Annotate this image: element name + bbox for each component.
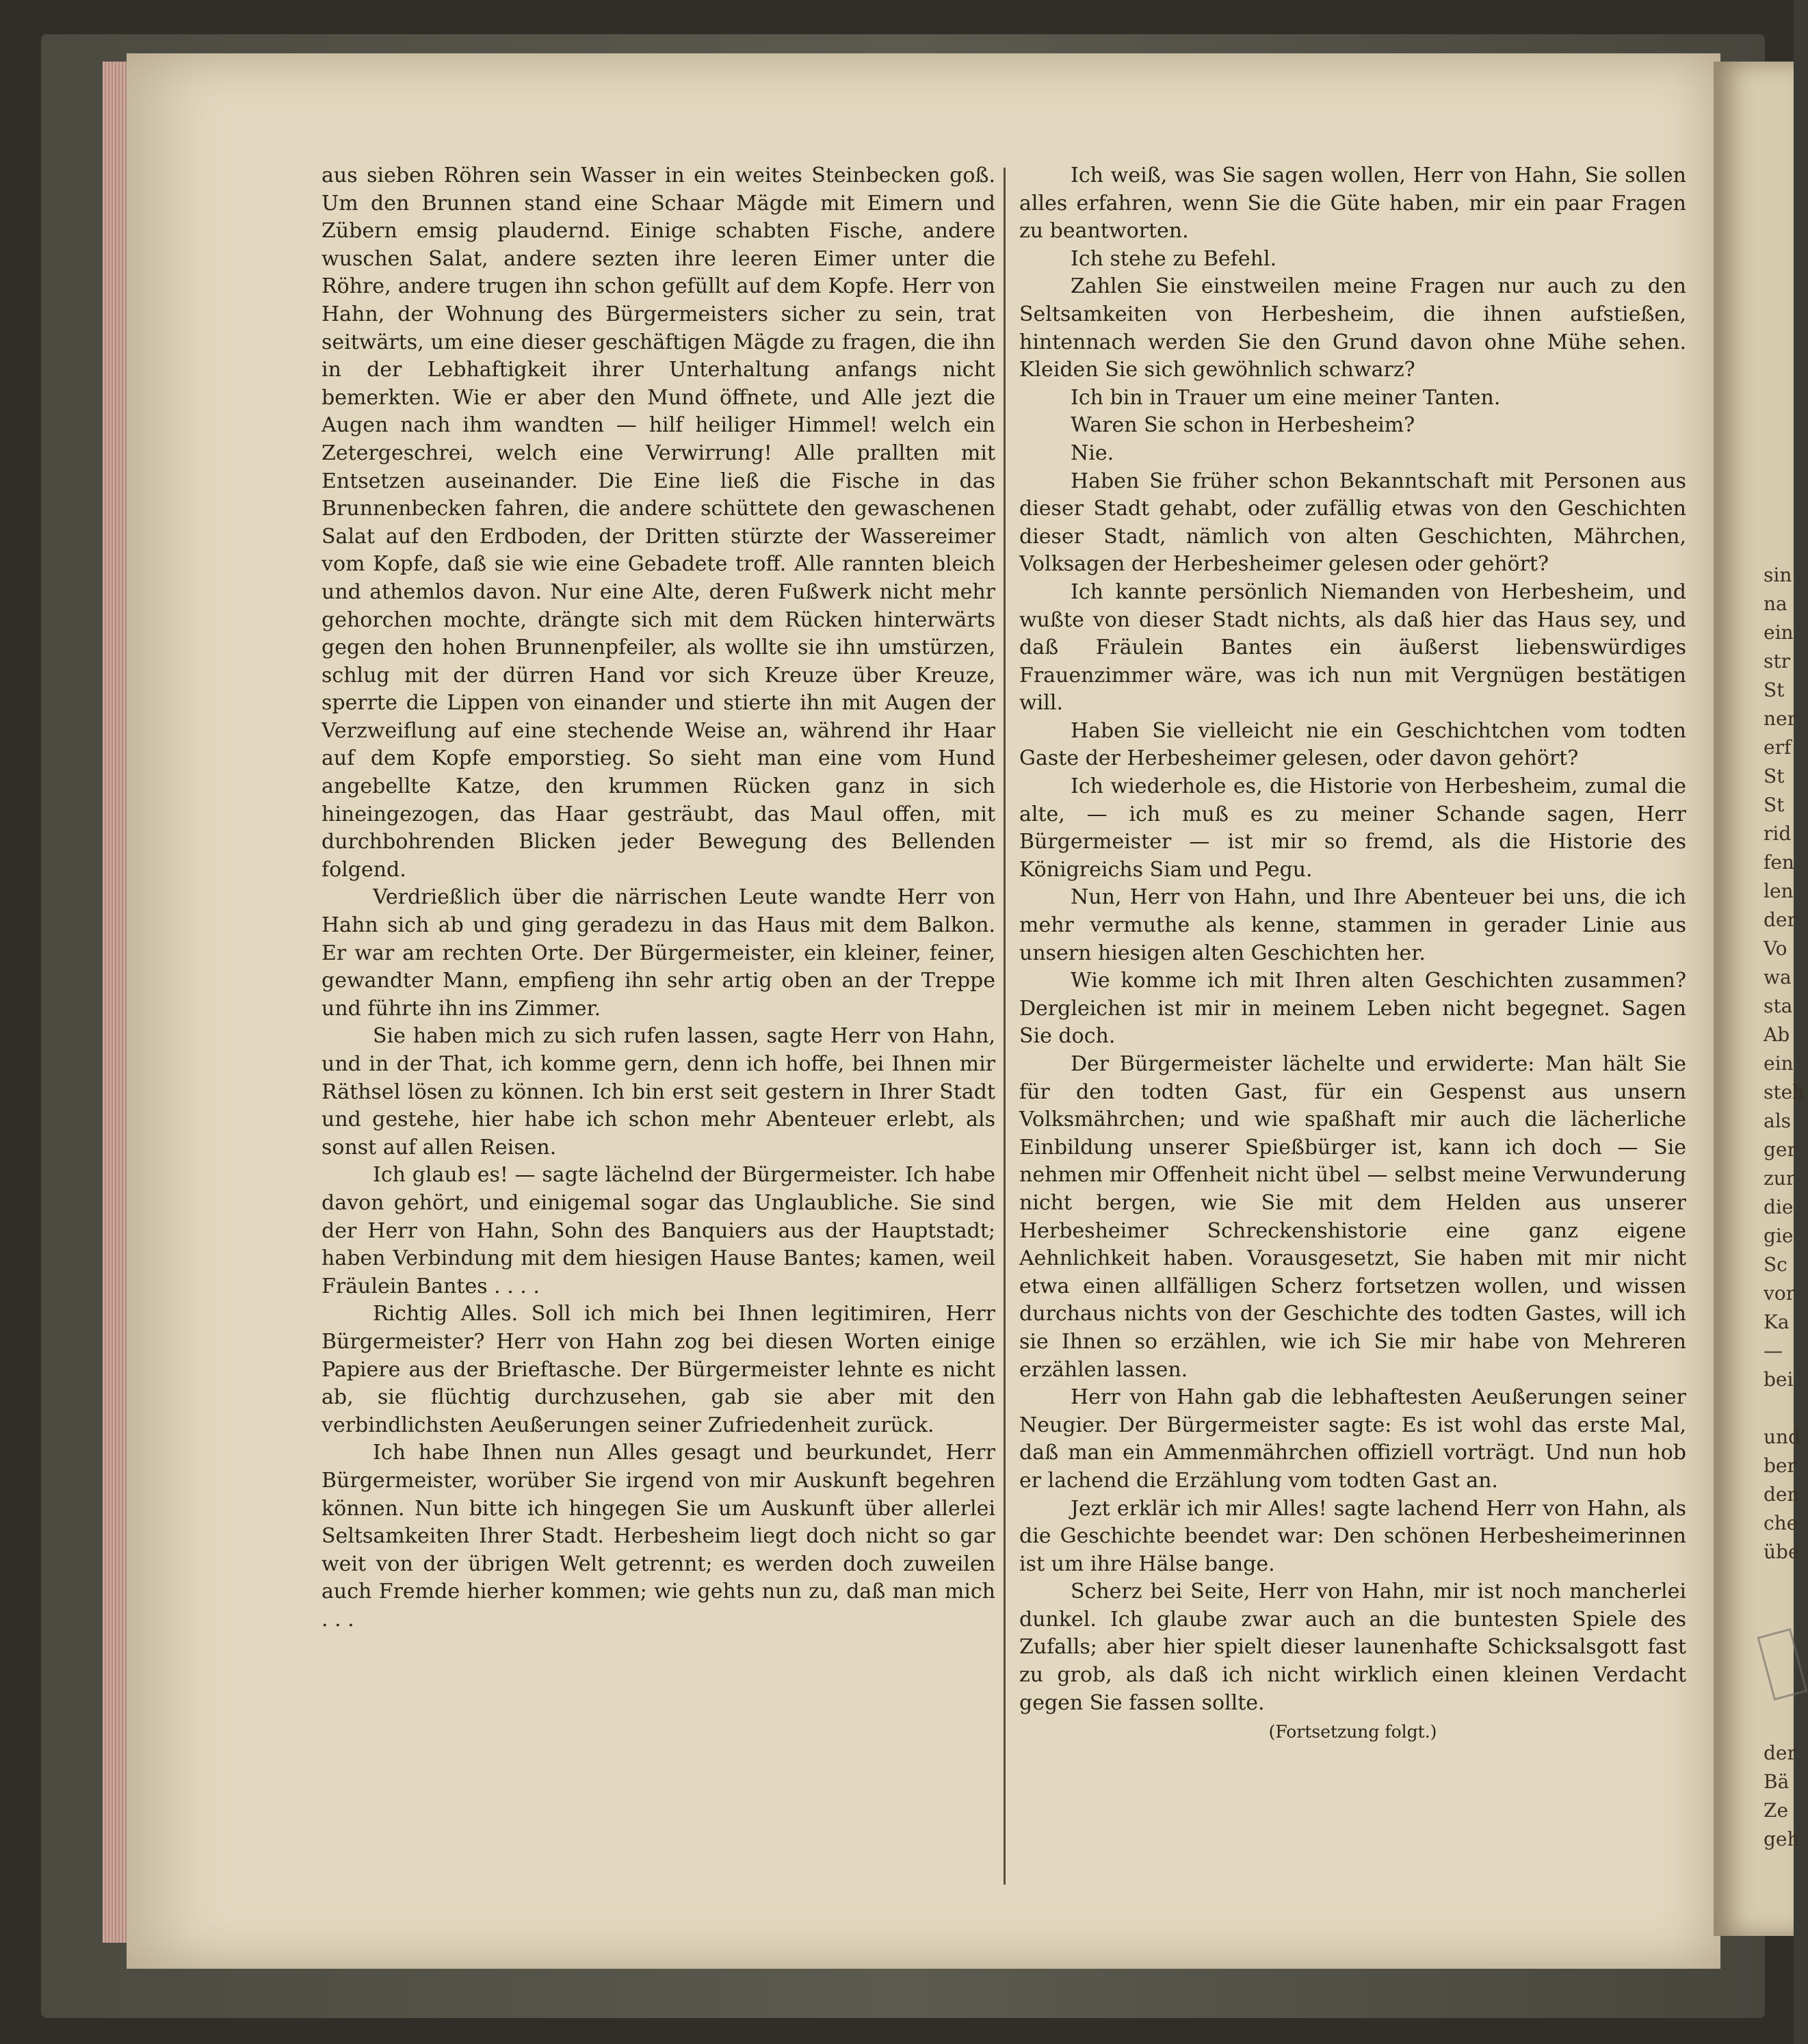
page-block-edge [103, 62, 130, 1943]
paragraph: Ich bin in Trauer um eine meiner Tanten. [1071, 385, 1501, 410]
column-divider [1004, 168, 1006, 1885]
adjacent-page-fragment: ger [1764, 1138, 1796, 1161]
adjacent-page-fragment: sin [1764, 564, 1792, 586]
adjacent-page-fragment: die [1764, 1196, 1794, 1218]
paragraph: Ich weiß, was Sie sagen wollen, Herr von Hahn, Sie sollen alles erfahren, wenn Sie die Güte haben, mir ein paar Fragen zu beantworten. [1019, 163, 1686, 244]
paragraph: Ich stehe zu Befehl. [1071, 246, 1277, 271]
adjacent-page-fragment: steh [1764, 1081, 1805, 1103]
paragraph: Sie haben mich zu sich rufen lassen, sagte Herr von Hahn, und in der That, ich komme gern, denn ich hoffe, bei Ihnen mir Räthsel lösen zu können. Ich bin erst seit gestern in Ihrer Stadt und gestehe, hier habe ich schon mehr Abenteuer erlebt, als sonst auf allen Reisen. [322, 1024, 995, 1159]
paragraph: Scherz bei Seite, Herr von Hahn, mir ist noch mancherlei dunkel. Ich glaube zwar auch an die buntesten Spiele des Zufalls; aber hier spielt dieser launenhafte Schicksalsgott fast zu grob, als daß ich nicht wirklich einen kleinen Verdacht gegen Sie fassen sollte. [1019, 1580, 1686, 1715]
adjacent-page-fragment: als [1764, 1110, 1792, 1132]
paragraph: Haben Sie vielleicht nie ein Geschichtchen vom todten Gaste der Herbesheimer gelesen, oder davon gehört? [1019, 718, 1686, 771]
adjacent-page-fragment: Vo [1764, 937, 1787, 960]
paragraph: Ich glaub es! — sagte lächelnd der Bürgermeister. Ich habe davon gehört, und einigemal sogar das Unglaubliche. Sie sind der Herr von Hahn, Sohn des Banquiers aus der Hauptstadt; haben Verbindung mit dem hiesigen Hause Bantes; kamen, weil Fräulein Bantes . . . . [322, 1163, 995, 1298]
adjacent-page-fragment: wa [1764, 966, 1792, 988]
adjacent-page-fragment: fen [1764, 851, 1794, 874]
paragraph: aus sieben Röhren sein Wasser in ein weites Steinbecken goß. Um den Brunnen stand eine Schaar Mägde mit Eimern und Zübern emsig plaudernd. Einige schabten Fische, andere wuschen Salat, andere sezten ihre leeren Eimer unter die Röhre, andere trugen ihn schon gefüllt auf dem Kopfe. Herr von Hahn, der Wohnung des Bürgermeisters sicher zu sein, trat seitwärts, um eine dieser geschäftigen Mägde zu fragen, die ihn in der Lebhaftigkeit ihrer Unterhaltung anfangs nicht bemerkten. Wie er aber den Mund öffnete, und Alle jezt die Augen nach ihm wandten — hilf heiliger Himmel! welch ein Zetergeschrei, welch eine Verwirrung! Alle prallten mit Entsetzen auseinander. Die Eine ließ die Fische in das Brunnenbecken fahren, die andere schüttete den gewaschenen Salat auf den Erdboden, der Dritten stürzte der Wassereimer vom Kopfe, daß sie wie eine Gebadete troff. Alle rannten bleich und athemlos davon. Nur eine Alte, deren Fußwerk nicht mehr gehorchen mochte, drängte sich mit dem Rücken hinterwärts gegen den hohen Brunnenpfeiler, als wollte sie ihn umstürzen, schlug mit der dürren Hand vor sich Kreuze über Kreuze, sperrte die Lippen von einander und stierte ihn mit Augen der Verzweiflung auf eine stechende Weise an, während ihr Haar auf dem Kopfe emporstieg. So sieht man eine vom Hund angebellte Katze, den krummen Rücken ganz in sich hineingezogen, das Haar gesträubt, das Maul offen, mit durchbohrenden Blicken jeder Bewegung des Bellenden folgend. [322, 163, 995, 882]
adjacent-page-fragment: übe [1764, 1541, 1800, 1563]
paragraph: Nie. [1071, 441, 1114, 465]
paragraph: Der Bürgermeister lächelte und erwiderte: Man hält Sie für den todten Gast, für ein Gespenst aus unsern Volksmährchen; und wie spaßhaft mir auch die lächerliche Einbildung unserer Spießbürger ist, kann ich doch — Sie nehmen mir Offenheit nicht übel — selbst meine Verwunderung nicht bergen, wie Sie mit dem Helden aus unserer Herbesheimer Schreckenshistorie eine ganz eigene Aehnlichkeit haben. Vorausgesetzt, Sie haben mit mir nicht etwa einen allfälligen Scherz fortsetzen wollen, und wissen durchaus nichts von der Geschichte des todten Gastes, will ich sie Ihnen so erzählen, wie ich Sie mir habe von Mehreren erzählen lassen. [1019, 1052, 1686, 1382]
adjacent-page-fragment: der [1764, 1742, 1796, 1764]
adjacent-page-fragment: ein [1764, 621, 1794, 644]
adjacent-page-fragment: sta [1764, 995, 1793, 1017]
adjacent-page-fragment: Ze [1764, 1799, 1789, 1822]
adjacent-page-fragment: Sc [1764, 1253, 1787, 1276]
adjacent-page-fragment: und [1764, 1426, 1800, 1448]
adjacent-page-fragment: Bä [1764, 1770, 1790, 1793]
right-column [1019, 162, 1686, 1746]
adjacent-page-fragment: vor [1764, 1282, 1796, 1305]
paragraph: Jezt erklär ich mir Alles! sagte lachend Herr von Hahn, als die Geschichte beendet war: Den schönen Herbesheimerinnen ist um ihre Hälse bange. [1019, 1496, 1686, 1576]
adjacent-page-fragment: St [1764, 794, 1785, 816]
adjacent-page-fragment [1764, 1595, 1794, 1624]
adjacent-page-fragment: Ab [1764, 1023, 1790, 1046]
paragraph: Haben Sie früher schon Bekanntschaft mit Personen aus dieser Stadt gehabt, oder zufällig etwas von den Geschichten dieser Stadt, nämlich von alten Geschichten, Mährchen, Volksagen der Herbesheimer gelesen oder gehört? [1019, 469, 1686, 577]
adjacent-page-fragment: ein [1764, 1052, 1794, 1075]
adjacent-page-fragment: che [1764, 1512, 1798, 1534]
adjacent-page-fragment: Ka [1764, 1311, 1790, 1333]
adjacent-page-fragment: ner [1764, 707, 1796, 730]
left-column [322, 162, 995, 1634]
adjacent-page-fragment: der [1764, 908, 1796, 931]
adjacent-page-fragment: geh [1764, 1828, 1800, 1850]
adjacent-page-fragment: gie [1764, 1224, 1794, 1247]
adjacent-page-fragment: erf [1764, 736, 1792, 759]
paragraph: Zahlen Sie einstweilen meine Fragen nur auch zu den Seltsamkeiten von Herbesheim, die ihnen aufstießen, hintennach werden Sie den Grund davon ohne Mühe sehen. Kleiden Sie sich gewöhnlich schwarz? [1019, 274, 1686, 382]
paragraph: Waren Sie schon in Herbesheim? [1071, 413, 1415, 438]
paragraph: Ich wiederhole es, die Historie von Herbesheim, zumal die alte, — ich muß es zu meiner Schande sagen, Herr Bürgermeister — ist mir so fremd, als die Historie des Königreichs Siam und Pegu. [1019, 774, 1686, 882]
paragraph: Nun, Herr von Hahn, und Ihre Abenteuer bei uns, die ich mehr vermuthe als kenne, stammen in gerader Linie aus unsern hiesigen alten Geschichten her. [1019, 885, 1686, 965]
paragraph: Ich habe Ihnen nun Alles gesagt und beurkundet, Herr Bürgermeister, worüber Sie irgend von mir Auskunft begehren können. Nun bitte ich hingegen Sie um Auskunft über allerlei Seltsamkeiten Ihrer Stadt. Herbesheim liegt doch nicht so gar weit von der übrigen Welt getrennt; es werden doch zuweilen auch Fremde hierher kommen; wie gehts nun zu, daß man mich . . . [322, 1441, 995, 1632]
adjacent-page-fragment: St [1764, 765, 1785, 787]
adjacent-page-fragment [1764, 1710, 1794, 1739]
adjacent-page-fragment: St [1764, 679, 1785, 701]
paragraph: Ich kannte persönlich Niemanden von Herbesheim, und wußte von dieser Stadt nichts, als daß hier das Haus sey, und daß Fräulein Bantes ein äußerst liebenswürdiges Frauenzimmer wäre, was ich nun mit Vergnügen bestätigen will. [1019, 579, 1686, 716]
paragraph: Richtig Alles. Soll ich mich bei Ihnen legitimiren, Herr Bürgermeister? Herr von Hahn zog bei diesen Worten einige Papiere aus der Brieftasche. Der Bürgermeister lehnte es nicht ab, sie flüchtig durchzusehen, gab sie aber mit den verbindlichsten Aeußerungen seiner Zufriedenheit zurück. [322, 1302, 995, 1437]
adjacent-page-fragment: na [1764, 592, 1787, 615]
paragraph: Herr von Hahn gab die lebhaftesten Aeußerungen seiner Neugier. Der Bürgermeister sagte: Es ist wohl das erste Mal, daß man ein Ammenmährchen offiziell vorträgt. Und nun hob er lachend die Erzählung vom todten Gast an. [1019, 1385, 1686, 1493]
adjacent-page-fragment: len [1764, 880, 1794, 902]
paragraph: Wie komme ich mit Ihren alten Geschichten zusammen? Dergleichen ist mir in meinem Leben nicht begegnet. Sagen Sie doch. [1019, 969, 1686, 1049]
continuation-note: (Fortsetzung folgt.) [1268, 1722, 1437, 1742]
adjacent-page-fragment: — [1764, 1339, 1783, 1362]
adjacent-page-fragment: str [1764, 650, 1791, 672]
adjacent-page-fragment: rid [1764, 822, 1792, 845]
paragraph: Verdrießlich über die närrischen Leute wandte Herr von Hahn sich ab und ging geradezu in das Haus mit dem Balkon. Er war am rechten Orte. Der Bürgermeister, ein kleiner, feiner, gewandter Mann, empfieng ihn sehr artig oben an der Treppe und führte ihn ins Zimmer. [322, 885, 995, 1021]
adjacent-page-fragment: bei [1764, 1368, 1794, 1391]
adjacent-page-fragment: ber [1764, 1454, 1796, 1477]
adjacent-page-fragment: den [1764, 1483, 1800, 1506]
adjacent-page-fragment [1764, 1394, 1794, 1423]
adjacent-page-fragment: zur [1764, 1167, 1796, 1190]
adjacent-page-fragment [1764, 1567, 1794, 1595]
